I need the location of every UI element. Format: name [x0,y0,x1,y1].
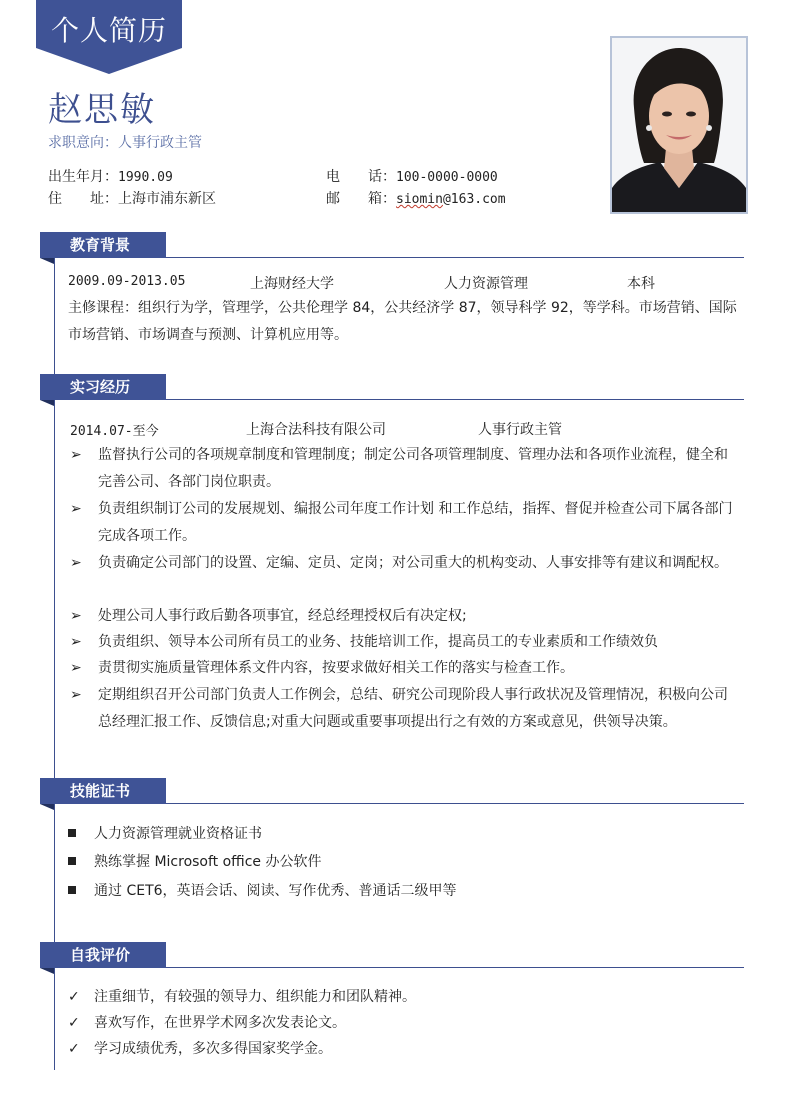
banner-title: 个人简历 [50,14,167,47]
duty-text: 监督执行公司的各项规章制度和管理制度；制定公司各项管理制度、管理办法和各项作业流程，健全和完善公司、各部门岗位职责。 [98,447,728,490]
check-icon: ✓ [68,1015,80,1031]
arrow-icon: ➢ [70,687,82,703]
section-fold [40,968,54,974]
duty-item [70,682,740,736]
phone-value: 100-0000-0000 [396,170,498,185]
education-degree: 本科 [627,276,655,292]
duty-text: 责贯彻实施质量管理体系文件内容，按要求做好相关工作的落实与检查工作。 [98,660,574,676]
address-row [48,188,216,208]
duty-item [70,550,740,577]
check-icon: ✓ [68,989,80,1005]
birth-row [48,166,173,186]
arrow-icon: ➢ [70,660,82,676]
self-eval-header [40,942,744,968]
arrow-icon: ➢ [70,555,82,571]
section-fold [40,258,54,264]
duty-text: 负责组织、领导本公司所有员工的业务、技能培训工作，提高员工的专业素质和工作绩效负 [98,634,658,650]
phone-row [326,166,498,186]
duty-item [70,629,740,656]
duty-item [70,655,740,682]
address-value: 上海市浦东新区 [118,191,216,207]
square-bullet-icon [68,886,76,894]
internship-company: 上海合法科技有限公司 [246,422,386,438]
education-title: 教育背景 [40,232,166,258]
self-eval-text: 喜欢写作，在世界学术网多次发表论文。 [94,1015,346,1031]
section-rule [166,399,744,400]
self-eval-text: 学习成绩优秀，多次多得国家奖学金。 [94,1041,332,1057]
skill-item [68,880,457,900]
square-bullet-icon [68,857,76,865]
duty-text: 处理公司人事行政后勤各项事宜，经总经理授权后有决定权; [98,608,467,624]
duty-item [70,603,740,630]
candidate-name: 赵思敏 [48,90,156,130]
title-banner [36,0,182,74]
education-period: 2009.09-2013.05 [68,274,186,289]
email-domain: @163.com [442,192,506,207]
address-label: 住 址： [48,191,118,207]
skill-text: 通过 CET6，英语会话、阅读、写作优秀、普通话二级甲等 [94,883,457,899]
self-eval-title: 自我评价 [40,942,166,968]
skill-item [68,851,321,871]
square-bullet-icon [68,829,76,837]
birth-label: 出生年月： [48,169,118,185]
skill-text: 人力资源管理就业资格证书 [94,826,262,842]
birth-value: 1990.09 [118,170,173,185]
email-row [326,188,506,208]
self-eval-item [68,1012,346,1032]
section-rule [166,803,744,804]
self-eval-item [68,1038,332,1058]
portrait-image [612,38,746,212]
arrow-icon: ➢ [70,501,82,517]
education-major: 人力资源管理 [444,276,528,292]
internship-period: 2014.07-至今 [70,424,159,439]
education-courses: 主修课程：组织行为学，管理学，公共伦理学 84，公共经济学 87，领导科学 92，等学科。市场营销、国际市场营销、市场调查与预测、计算机应用等。 [68,300,737,343]
duty-item [70,496,740,550]
profile-photo [610,36,748,214]
phone-label: 电 话： [326,169,396,185]
arrow-icon: ➢ [70,447,82,463]
duty-text: 定期组织召开公司部门负责人工作例会，总结、研究公司现阶段人事行政状况及管理情况，积极向公司总经理汇报工作、反馈信息;对重大问题或重要事项提出行之有效的方案或意见，供领导决策。 [98,687,728,730]
skills-header [40,778,744,804]
section-rule [166,257,744,258]
duty-item [70,442,740,496]
skill-item [68,823,262,843]
arrow-icon: ➢ [70,608,82,624]
arrow-icon: ➢ [70,634,82,650]
section-fold [40,804,54,810]
email-label: 邮 箱： [326,191,396,207]
duty-text: 负责组织制订公司的发展规划、编报公司年度工作计划 和工作总结，指挥、督促并检查公司下属各部门完成各项工作。 [98,501,733,544]
internship-position: 人事行政主管 [478,422,562,438]
self-eval-item [68,986,416,1006]
duty-text: 负责确定公司部门的设置、定编、定员、定岗；对公司重大的机构变动、人事安排等有建议和调配权。 [98,555,728,571]
self-eval-text: 注重细节，有较强的领导力、组织能力和团队精神。 [94,989,416,1005]
section-rule [166,967,744,968]
internship-title: 实习经历 [40,374,166,400]
skill-text: 熟练掌握 Microsoft office 办公软件 [94,854,322,870]
email-user: siomin [396,192,443,207]
skills-title: 技能证书 [40,778,166,804]
check-icon: ✓ [68,1041,80,1057]
internship-header [40,374,744,400]
education-school: 上海财经大学 [250,276,334,292]
section-fold [40,400,54,406]
job-intent: 求职意向：人事行政主管 [48,135,202,151]
education-header [40,232,744,258]
